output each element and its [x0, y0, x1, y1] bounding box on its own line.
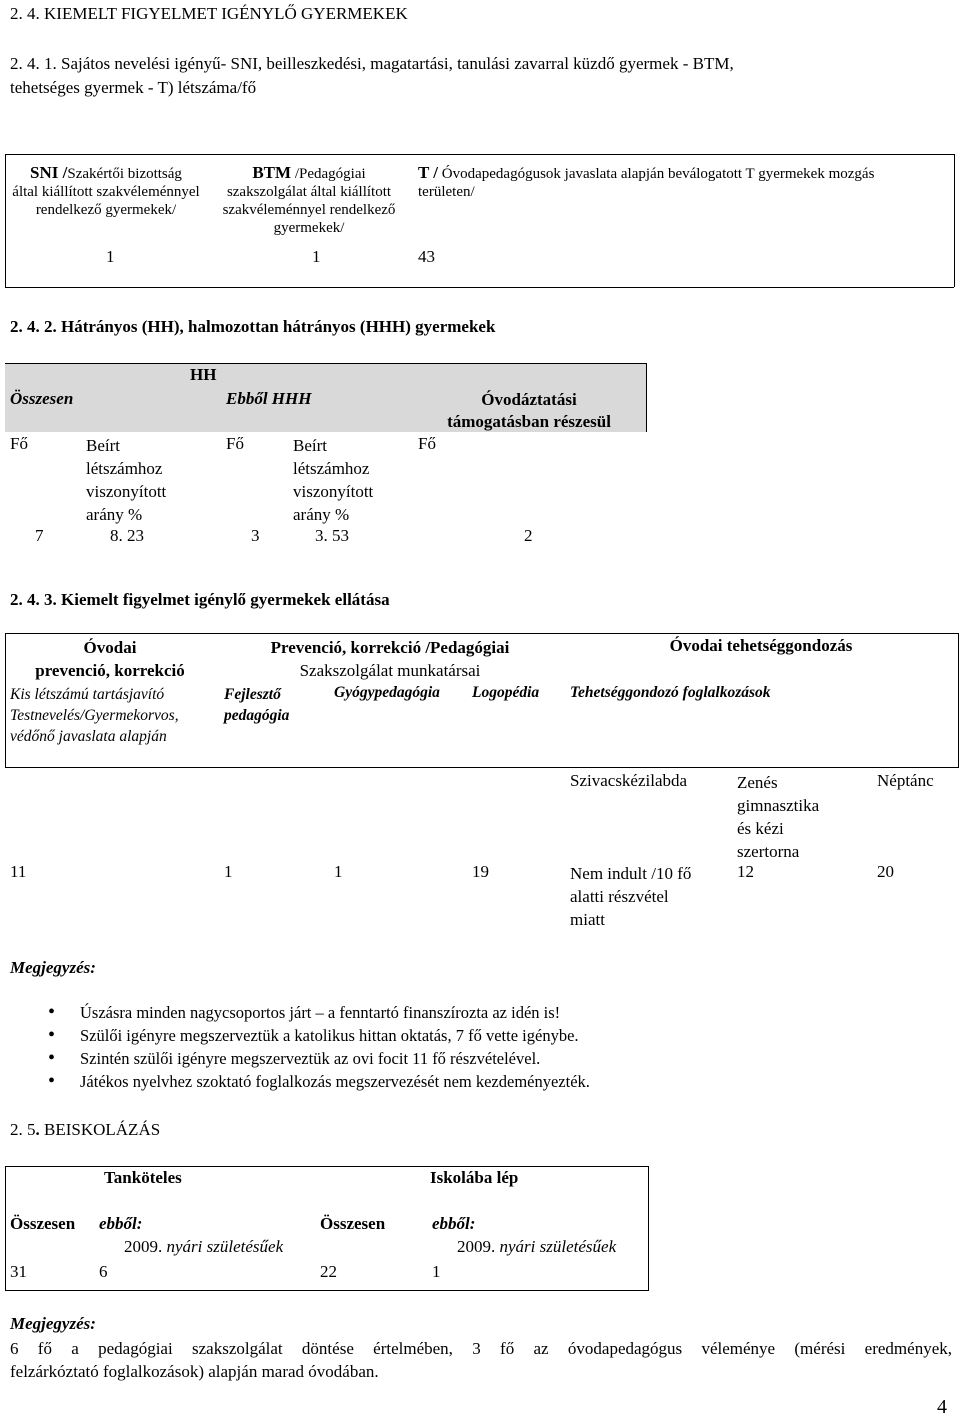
osszesen-label: Összesen — [10, 389, 74, 408]
iskolaba-ebbol-value: 1 — [432, 1262, 441, 1281]
gyogypedagogia-value: 1 — [334, 862, 343, 881]
tankoteles-osszesen-value: 31 — [10, 1262, 27, 1281]
btm-value: 1 — [312, 247, 321, 266]
megjegyzes-label-2: Megjegyzés: — [10, 1314, 96, 1333]
note-item: • Szülői igényre megszerveztük a katolikus hittan oktatás, 7 fő vette igénybe. — [10, 1024, 910, 1047]
ovodaztatasi-label: Óvodáztatási támogatásban részesül — [447, 390, 611, 431]
btm-header: BTM /Pedagógiai szakszolgálat által kiállított szakvéleménnyel rendelkező gyermekek/ — [222, 163, 396, 236]
tankoteles-header: Tanköteles — [104, 1168, 182, 1187]
hhh-fo-value: 3 — [251, 526, 260, 545]
fo-label-2: Fő — [226, 434, 244, 453]
neptanc-label: Néptánc — [877, 771, 934, 790]
fejleszto-value: 1 — [224, 862, 233, 881]
s241-title-line2: tehetséges gyermek - T) létszáma/fő — [10, 78, 257, 97]
beirt-label-1: Beírt létszámhoz viszonyított arány % — [86, 436, 167, 524]
neptanc-value: 20 — [877, 862, 894, 881]
section-title: 2. 4. KIEMELT FIGYELMET IGÉNYLŐ GYERMEKEK — [10, 4, 408, 23]
note-item: • Úszásra minden nagycsoportos járt – a fenntartó finanszírozta az idén is! — [10, 1001, 910, 1024]
s242-title: 2. 4. 2. Hátrányos (HH), halmozottan hátrányos (HHH) gyermekek — [10, 317, 496, 336]
hh-fo-value: 7 — [35, 526, 44, 545]
nyari-label-2: 2009. nyári születésűek — [457, 1237, 617, 1256]
nyari-label-1: 2009. nyári születésűek — [124, 1237, 284, 1256]
tehetseggondozas-header: Óvodai tehetséggondozás — [669, 636, 853, 655]
iskolaba-lep-header: Iskolába lép — [430, 1168, 519, 1187]
t-value: 43 — [418, 247, 435, 266]
szivacskezilabda-value: Nem indult /10 fő alatti részvétel miatt — [570, 864, 692, 929]
osszesen-label-1: Összesen — [10, 1214, 76, 1233]
t-header: T / Óvodapedagógusok javaslata alapján beválogatott T gyermekek mozgás területen/ — [418, 163, 875, 200]
s25-title: 2. 5. BEISKOLÁZÁS — [10, 1120, 161, 1139]
note-item: • Szintén szülői igényre megszerveztük az ovi focit 11 fő részvételével. — [10, 1047, 910, 1070]
gyogypedagogia-label: Gyógypedagógia — [334, 684, 440, 701]
ebbol-label-1: ebből: — [99, 1214, 143, 1233]
s241-title — [10, 52, 734, 100]
sni-value: 1 — [106, 247, 115, 266]
ovodaztatasi-value: 2 — [524, 526, 533, 545]
szivacskezilabda-label: Szivacskézilabda — [570, 771, 688, 790]
s243-title: 2. 4. 3. Kiemelt figyelmet igénylő gyermekek ellátása — [10, 590, 390, 609]
s241-title-line1: 2. 4. 1. Sajátos nevelési igényű- SNI, beilleszkedési, magatartási, tanulási zavarral küzdő gyermek - BTM, — [10, 54, 734, 73]
kis-letszamu-value: 11 — [10, 862, 27, 881]
notes-paragraph-2: 6 fő a pedagógiai szakszolgálat döntése értelmében, 3 fő az óvodapedagógus véleménye (mérési eredmények, felzárkóztató foglalkozások) alapján marad óvodában. — [10, 1339, 952, 1381]
tankoteles-ebbol-value: 6 — [99, 1262, 108, 1281]
iskolaba-osszesen-value: 22 — [320, 1262, 337, 1281]
kis-letszamu-label: Kis létszámú tartásjavító Testnevelés/Gyermekorvos, védőnő javaslata alapján — [10, 686, 179, 745]
zenes-gimnasztika-label: Zenés gimnasztika és kézi szertorna — [737, 773, 820, 861]
hh-label: HH — [190, 365, 217, 384]
fejleszto-label: Fejlesztő pedagógia — [224, 686, 290, 724]
notes-list-1 — [10, 1001, 910, 1093]
ebbol-hhh-label: Ebből HHH — [226, 389, 312, 408]
ebbol-label-2: ebből: — [432, 1214, 476, 1233]
zenes-gimnasztika-value: 12 — [737, 862, 754, 881]
ovodai-prevencio-header: Óvodai prevenció, korrekció — [35, 638, 185, 680]
page-number: 4 — [937, 1396, 947, 1418]
note-item: • Játékos nyelvhez szoktató foglalkozás megszervezését nem kezdeményezték. — [10, 1070, 910, 1093]
sni-header: SNI /Szakértői bizottság által kiállított szakvéleménnyel rendelkező gyermekek/ — [12, 163, 200, 218]
megjegyzes-label-1: Megjegyzés: — [10, 958, 96, 977]
prevencio-korrekcio-header: Prevenció, korrekció /Pedagógiai Szakszolgálat munkatársai — [270, 638, 510, 680]
logopedia-label: Logopédia — [472, 684, 540, 701]
logopedia-value: 19 — [472, 862, 489, 881]
osszesen-label-2: Összesen — [320, 1214, 386, 1233]
fo-label-1: Fő — [10, 434, 28, 453]
hh-arany-value: 8. 23 — [110, 526, 144, 545]
hhh-arany-value: 3. 53 — [315, 526, 349, 545]
tehetseggondozo-label: Tehetséggondozó foglalkozások — [570, 684, 771, 701]
fo-label-3: Fő — [418, 434, 436, 453]
beirt-label-2: Beírt létszámhoz viszonyított arány % — [293, 436, 374, 524]
